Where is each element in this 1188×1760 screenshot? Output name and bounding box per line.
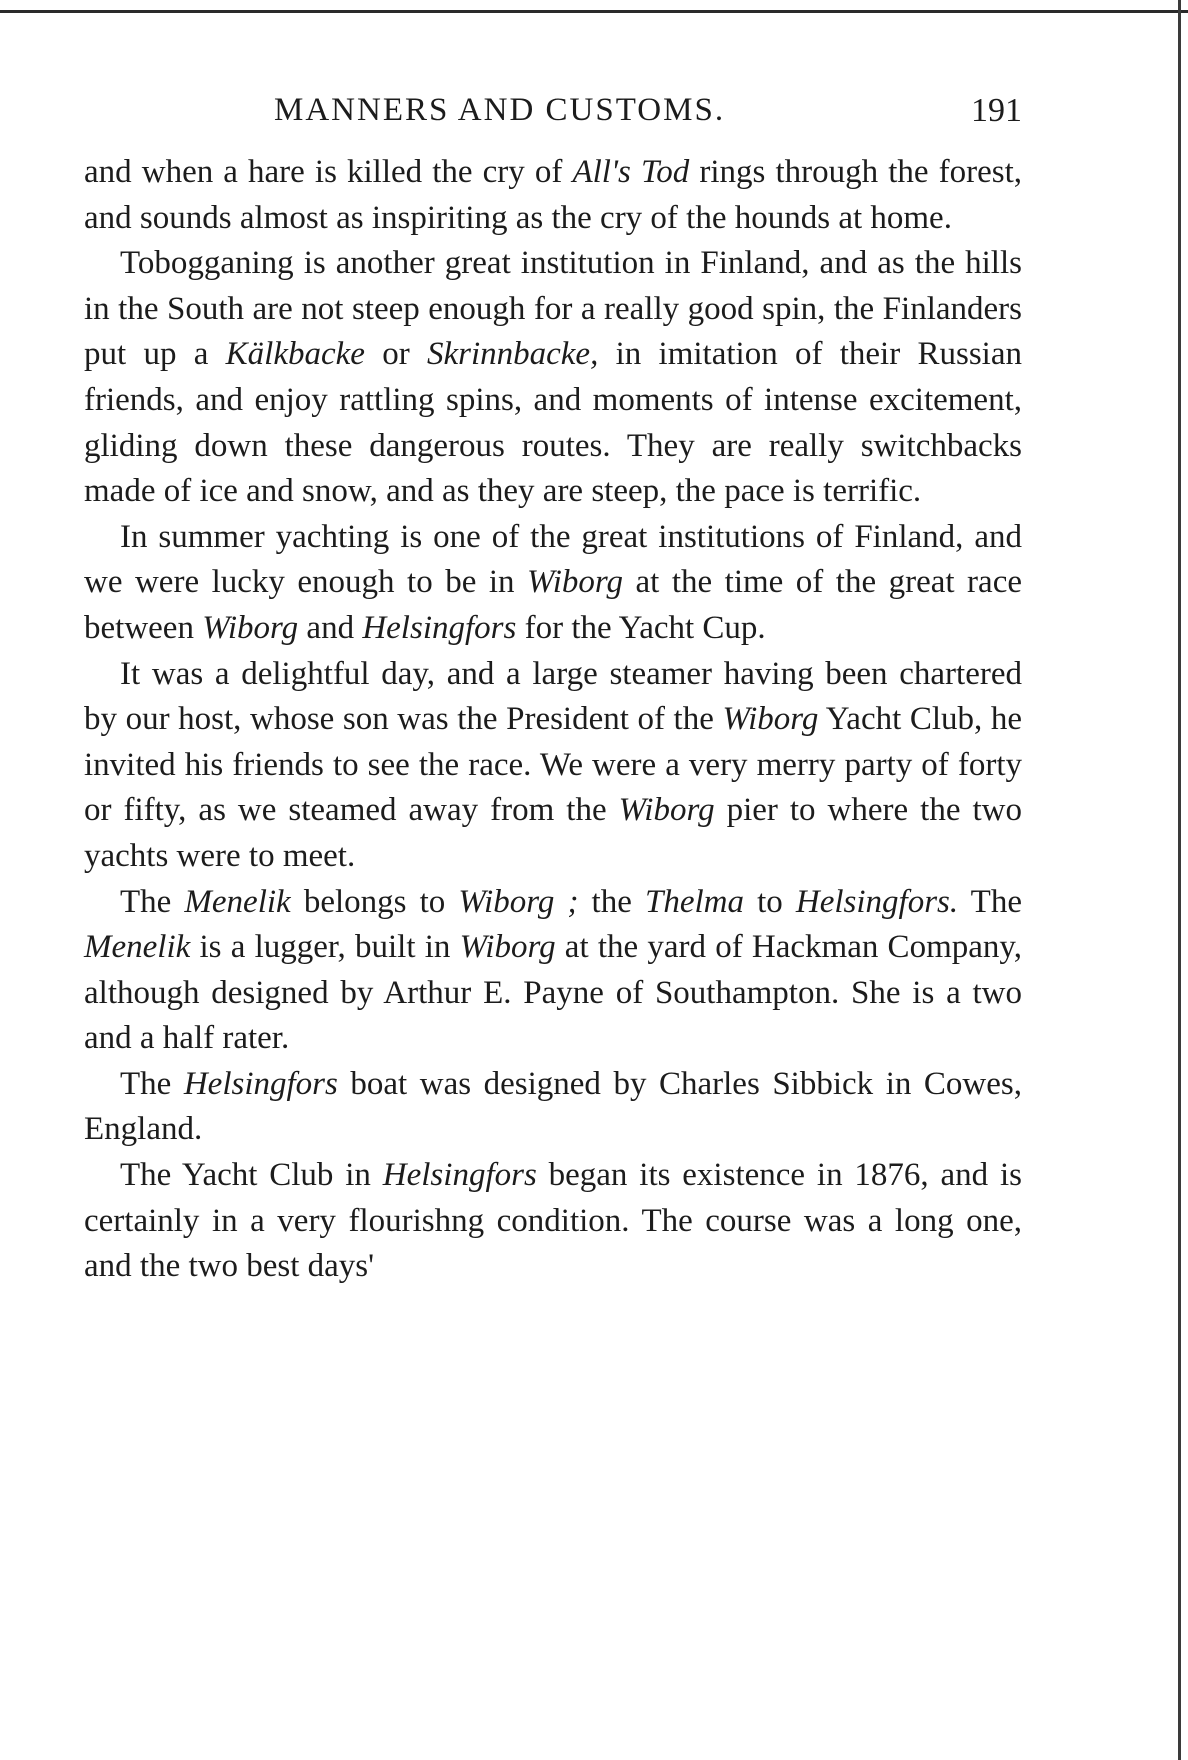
running-head [84, 86, 1022, 150]
text-run: began its existence in 1876, and is certainly in a very flourishng condition. The course was a long one, and the two best days' [84, 1157, 1022, 1285]
paragraph [84, 1153, 1022, 1290]
paragraph [84, 515, 1022, 652]
body-text [84, 150, 1022, 1290]
text-run: to [743, 883, 796, 920]
text-run: at the yard of Hackman Company, although designed by Arthur E. Payne of Southampton. She is a two and a half rater. [84, 929, 1022, 1057]
italic-text: Menelik [84, 929, 191, 966]
italic-text: Skrinnbacke, [426, 336, 599, 373]
top-page-edge-rule [0, 10, 1188, 13]
italic-text: Menelik [184, 883, 291, 920]
text-run: In summer yachting is one of the great institutions of Finland, and we were lucky enough to be in [84, 518, 1022, 601]
text-run: the [578, 883, 645, 920]
text-run: belongs to [290, 883, 459, 920]
text-run: and when a hare is killed the cry of [84, 154, 573, 190]
text-run: rings through the forest, and sounds almost as inspiriting as the cry of the hounds at home. [84, 154, 1022, 236]
italic-text: Thelma [644, 883, 744, 920]
text-run: The [120, 883, 185, 920]
text-run: Yacht Club, he invited his friends to see the race. We were a very merry party of forty or fifty, as we steamed away from the [84, 701, 1022, 829]
italic-text: Wiborg [722, 701, 819, 738]
italic-text: Helsingfors [183, 1065, 338, 1102]
italic-text: Wiborg ; [458, 883, 579, 920]
book-page [84, 86, 1022, 1290]
text-run: boat was designed by Charles Sibbick in Cowes, England. [84, 1065, 1022, 1148]
text-run: at the time of the great race between [84, 564, 1022, 646]
running-title: MANNERS AND CUSTOMS. [274, 92, 726, 128]
text-run: Tobogganing is another great institution in Finland, and as the hills in the South are not steep enough for a really good spin, the Finlanders put up a [84, 245, 1022, 373]
text-run: pier to where the two yachts were to meet. [84, 792, 1022, 874]
right-page-edge-rule [1178, 0, 1181, 1760]
text-run: or [364, 336, 427, 373]
text-run: The [120, 1065, 184, 1102]
italic-text: All's Tod [572, 154, 690, 190]
paragraph [84, 1062, 1022, 1153]
text-run: in imitation of their Russian friends, and enjoy rattling spins, and moments of intense excitement, gliding down these dangerous routes. They are really switchbacks made of ice and snow, and as they are steep, the pace is terrific. [84, 336, 1022, 510]
italic-text: Helsingfors. [795, 883, 959, 920]
text-run: The [958, 883, 1022, 920]
text-run: It was a delightful day, and a large steamer having been chartered by our host, whose son was the President of the [84, 655, 1022, 738]
page-number: 191 [971, 92, 1022, 129]
italic-text: Wiborg [527, 564, 624, 601]
italic-text: Wiborg [459, 929, 556, 966]
text-run: and [298, 609, 363, 646]
italic-text: Wiborg [202, 609, 299, 646]
text-run: for the Yacht Cup. [516, 609, 766, 646]
paragraph [84, 880, 1022, 1062]
italic-text: Helsingfors [362, 609, 517, 646]
paragraph [84, 241, 1022, 515]
italic-text: Helsingfors [382, 1157, 537, 1194]
text-run: The Yacht Club in [120, 1157, 383, 1194]
italic-text: Kälkbacke [225, 336, 365, 373]
italic-text: Wiborg [618, 792, 715, 829]
paragraph [84, 150, 1022, 241]
paragraph [84, 652, 1022, 880]
text-run: is a lugger, built in [190, 929, 460, 966]
